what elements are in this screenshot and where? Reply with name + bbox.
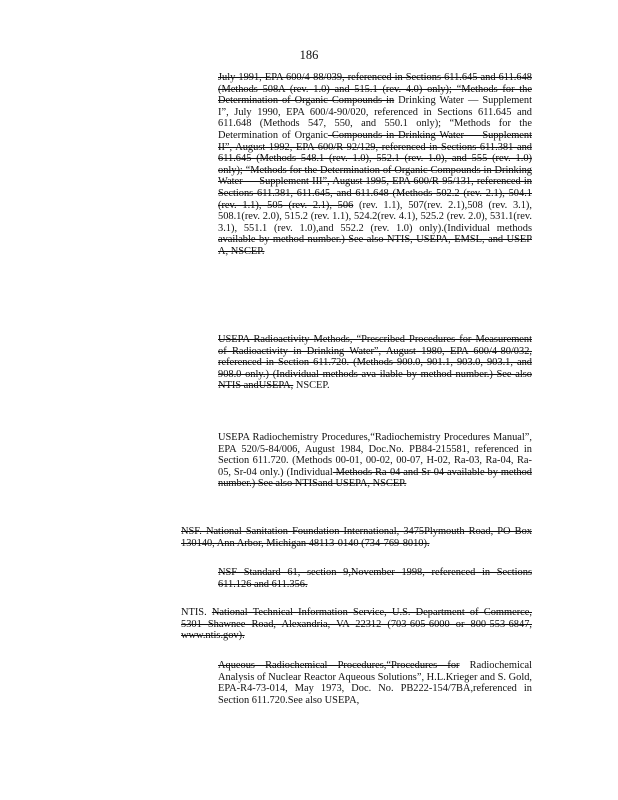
text-run: Aqueous Radiochemical Procedures,“Procedures for [218, 660, 460, 671]
text-run: USEPA Radiochemistry Procedures,“Radiochemistry Procedures Manual”, EPA 520/5-84/006, August 1984, Doc.No. PB84-215581, referenced in Section 611.720. (Methods 00-01, 00-02, 00-07, H-02, Ra-03, Ra-04, Ra-05, Sr-04 only.) (Individual [218, 432, 532, 478]
text-run: USEPA Radioactivity Methods, “Prescribed Procedures for Measurement of Radioactivity in Drinking Water”, August 1980, EPA 600/4-80/032, referenced in Section 611.720. (Methods 900.0, 901.1, 903.0, 903.1, and 908.0 only.) (Individual methods ava ilable by method number.) See also NTIS andUSEPA, [218, 334, 532, 392]
paragraph-nsf [181, 526, 532, 549]
text-run: available by method number.) See also NTIS, USEPA, EMSL, and USEP A, NSCEP. [218, 234, 532, 257]
text-run: July 1991, EPA 600/4-88/039, referenced in Sections 611.645 and 611.648 (Methods 508A (rev. 1.0) and 515.1 (rev. 4.0) only); “Methods for the Determination of Organic Compounds in [218, 72, 532, 107]
text-run: NSF. National Sanitation Foundation International, 3475Plymouth Road, PO Box 130140, Ann Arbor, Michigan 48113-0140 (734-769-8010). [181, 526, 532, 549]
paragraph-usepa-radioactivity [218, 334, 532, 392]
text-run: Radiochemical Analysis of Nuclear Reactor Aqueous Solutions”, H.L.Krieger and S. Gold, EPA-R4-73-014, May 1973, Doc. No. PB222-154/7BA,referenced in Section 611.720.See also USEPA, [218, 660, 532, 706]
text-run: NTIS. [181, 607, 212, 618]
page-number: 186 [299, 48, 319, 62]
text-run: Compounds in Drinking Water — Supplement II”, August 1992, EPA 600/R-92/129, referenced in Sections 611.381 and 611.645 (Methods 548.1 (rev. 1.0), 552.1 (rev. 1.0), and 555 (rev. 1.0) only); “Methods for the Determination of Organic Compounds in Drinking Water — Supplement III”, August 1995, EPA 600/R-95/131, referenced in Sections 611.381, 611.645, and 611.648 (Methods 502.2 (rev. 2.1), 504.1 (rev. 1.1), 505 (rev. 2.1), 506 [218, 129, 532, 211]
paragraph-ntis [181, 607, 532, 642]
text-run: NSF Standard 61, section 9,November 1998, referenced in Sections 611.126 and 611.356. [218, 567, 532, 590]
paragraph-nsf-standard-61 [218, 567, 532, 590]
paragraph-epa-organic-methods [218, 72, 532, 258]
text-run: National Technical Information Service, U.S. Department of Commerce, 5301 Shawnee Road, Alexandria, VA 22312 (703-605-6000 or 800-553-6847, www.ntis.gov). [181, 607, 532, 642]
paragraph-usepa-radiochemistry [218, 432, 532, 490]
paragraph-aqueous-radiochemical [218, 660, 532, 706]
text-run: Drinking Water — Supplement I”, July 1990, EPA 600/4-90/020, referenced in Sections 611.645 and 611.648 (Methods 547, 550, and 550.1 only); “Methods for the Determination of Organic [218, 95, 532, 141]
text-run: Methods Ra-04 and Sr-04 available by method number.) See also NTISand USEPA, NSCEP. [218, 466, 532, 490]
text-run: (rev. 1.1), 507(rev. 2.1),508 (rev. 3.1), 508.1(rev. 2.0), 515.2 (rev. 1.1), 524.2(rev. 4.1), 525.2 (rev. 2.0), 531.1(rev. 3.1), 551.1 (rev. 1.0),and 552.2 (rev. 1.0) only).(Individual methods [218, 199, 532, 234]
text-run: NSCEP. [293, 380, 330, 392]
